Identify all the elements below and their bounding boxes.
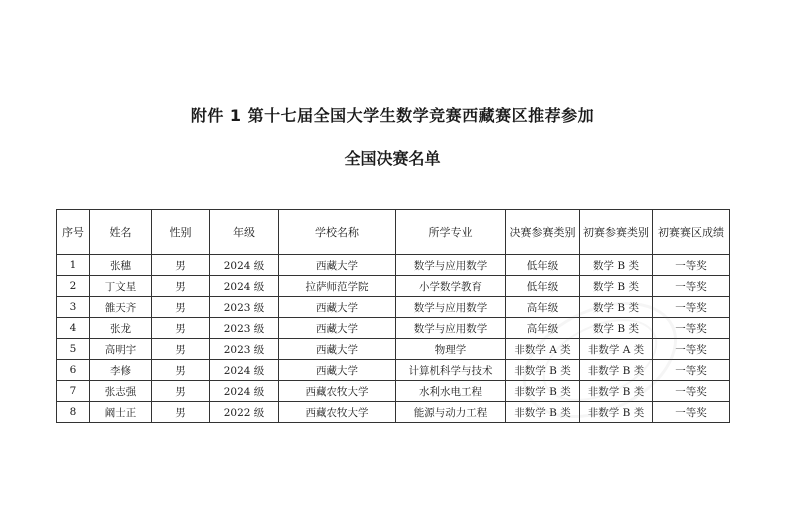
table-cell: 西藏大学 <box>279 339 396 360</box>
table-cell: 一等奖 <box>653 402 730 423</box>
table-cell: 一等奖 <box>653 255 730 276</box>
table-cell: 数学 B 类 <box>580 318 653 339</box>
table-cell: 男 <box>152 339 210 360</box>
table-cell: 西藏大学 <box>279 360 396 381</box>
table-row <box>57 381 730 402</box>
table-row <box>57 402 730 423</box>
table-cell: 西藏大学 <box>279 318 396 339</box>
table-cell: 2024 级 <box>210 255 279 276</box>
table-cell: 2023 级 <box>210 339 279 360</box>
header-cell: 性别 <box>152 210 210 255</box>
header-cell: 初赛参赛类别 <box>580 210 653 255</box>
table-cell: 男 <box>152 297 210 318</box>
table-cell: 雒天齐 <box>90 297 152 318</box>
table-cell: 男 <box>152 381 210 402</box>
table-cell: 数学与应用数学 <box>396 255 506 276</box>
table-cell: 非数学 B 类 <box>506 402 580 423</box>
header-cell: 序号 <box>57 210 90 255</box>
header-cell: 所学专业 <box>396 210 506 255</box>
table-cell: 2 <box>57 276 90 297</box>
table-cell: 数学 B 类 <box>580 255 653 276</box>
table-cell: 张志强 <box>90 381 152 402</box>
table-cell: 高明宇 <box>90 339 152 360</box>
header-cell: 决赛参赛类别 <box>506 210 580 255</box>
table-row <box>57 255 730 276</box>
document-title-line2: 全国决赛名单 <box>344 149 441 168</box>
table-cell: 水利水电工程 <box>396 381 506 402</box>
table-cell: 6 <box>57 360 90 381</box>
table-cell: 能源与动力工程 <box>396 402 506 423</box>
table-cell: 一等奖 <box>653 297 730 318</box>
table-row <box>57 339 730 360</box>
table-cell: 物理学 <box>396 339 506 360</box>
table-cell: 小学数学教育 <box>396 276 506 297</box>
table-cell: 男 <box>152 402 210 423</box>
table-cell: 7 <box>57 381 90 402</box>
table-cell: 2023 级 <box>210 297 279 318</box>
table-cell: 计算机科学与技术 <box>396 360 506 381</box>
table-cell: 数学 B 类 <box>580 297 653 318</box>
table-row <box>57 297 730 318</box>
document-title-line1: 附件 1 第十七届全国大学生数学竞赛西藏赛区推荐参加 <box>190 106 595 125</box>
table-cell: 数学 B 类 <box>580 276 653 297</box>
table-cell: 男 <box>152 255 210 276</box>
table-cell: 5 <box>57 339 90 360</box>
table-cell: 非数学 B 类 <box>506 381 580 402</box>
table-cell: 李修 <box>90 360 152 381</box>
table-cell: 非数学 B 类 <box>580 381 653 402</box>
table-body <box>57 255 730 423</box>
table-cell: 阚士正 <box>90 402 152 423</box>
table-cell: 张龙 <box>90 318 152 339</box>
table-cell: 低年级 <box>506 255 580 276</box>
table-cell: 8 <box>57 402 90 423</box>
table-cell: 男 <box>152 318 210 339</box>
table-cell: 非数学 B 类 <box>580 402 653 423</box>
table-cell: 2022 级 <box>210 402 279 423</box>
table-row <box>57 360 730 381</box>
table-cell: 男 <box>152 360 210 381</box>
table-cell: 拉萨师范学院 <box>279 276 396 297</box>
table-cell: 非数学 A 类 <box>506 339 580 360</box>
table-row <box>57 276 730 297</box>
table-cell: 1 <box>57 255 90 276</box>
table-cell: 一等奖 <box>653 318 730 339</box>
table-cell: 一等奖 <box>653 339 730 360</box>
table-cell: 4 <box>57 318 90 339</box>
table-cell: 2023 级 <box>210 318 279 339</box>
table-cell: 一等奖 <box>653 360 730 381</box>
table-header-row <box>57 210 730 255</box>
table-cell: 一等奖 <box>653 276 730 297</box>
finalist-table <box>56 209 730 423</box>
table-cell: 非数学 A 类 <box>580 339 653 360</box>
table-cell: 高年级 <box>506 318 580 339</box>
table-cell: 丁文星 <box>90 276 152 297</box>
table-cell: 非数学 B 类 <box>580 360 653 381</box>
table-cell: 西藏农牧大学 <box>279 402 396 423</box>
table-cell: 西藏大学 <box>279 255 396 276</box>
table-cell: 3 <box>57 297 90 318</box>
table-cell: 高年级 <box>506 297 580 318</box>
table-cell: 男 <box>152 276 210 297</box>
table-cell: 西藏农牧大学 <box>279 381 396 402</box>
header-cell: 学校名称 <box>279 210 396 255</box>
table-cell: 低年级 <box>506 276 580 297</box>
header-cell: 年级 <box>210 210 279 255</box>
table-cell: 非数学 B 类 <box>506 360 580 381</box>
table-cell: 数学与应用数学 <box>396 297 506 318</box>
table-cell: 一等奖 <box>653 381 730 402</box>
table-cell: 2024 级 <box>210 276 279 297</box>
table-row <box>57 318 730 339</box>
table-cell: 西藏大学 <box>279 297 396 318</box>
header-cell: 姓名 <box>90 210 152 255</box>
table-cell: 2024 级 <box>210 381 279 402</box>
table-cell: 数学与应用数学 <box>396 318 506 339</box>
header-cell: 初赛赛区成绩 <box>653 210 730 255</box>
table-cell: 张穗 <box>90 255 152 276</box>
table-cell: 2024 级 <box>210 360 279 381</box>
